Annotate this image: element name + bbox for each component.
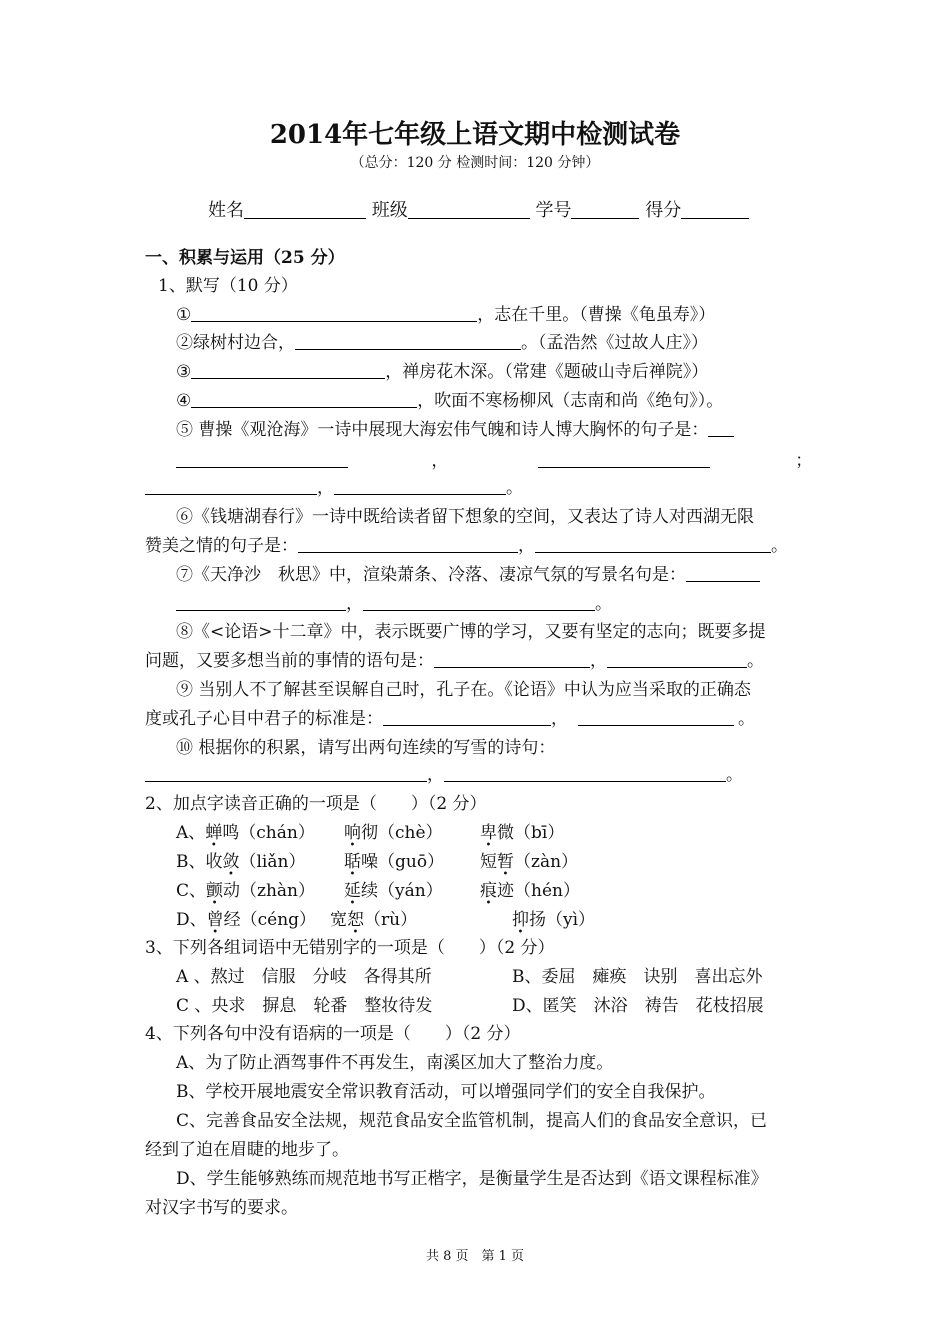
option-d-continued: 对汉字书写的要求。 [145, 1198, 298, 1218]
answer-blank[interactable] [434, 652, 590, 668]
answer-blank[interactable] [708, 421, 734, 437]
dictation-line-10-answers: ， 。 [145, 765, 743, 785]
question-3-heading: 3、下列各组词语中无错别字的一项是（ ）（2 分） [145, 938, 555, 958]
dictation-line-7: ⑦《天净沙 秋思》中，渲染萧条、冷落、凄凉气氛的写景名句是： [176, 565, 760, 585]
name-label: 姓名 [208, 200, 244, 221]
dictation-line-5-answers: ， ； [176, 451, 804, 471]
option-d[interactable]: D、曾经（céng） 宽恕（rù） 抑扬（yì） [176, 910, 596, 930]
option-b[interactable]: B、学校开展地震安全常识教育活动，可以增强同学们的安全自我保护。 [176, 1082, 716, 1102]
dictation-line-9b: 度或孔子心目中君子的标准是： ， 。 [145, 709, 755, 729]
answer-blank[interactable] [686, 566, 760, 582]
option-a[interactable]: A 、熬过 信服 分岐 各得其所 [176, 967, 432, 987]
exam-subtitle: （总分：120 分 检测时间：120 分钟） [350, 155, 600, 171]
answer-blank[interactable] [176, 595, 346, 611]
dictation-line-6b: 赞美之情的句子是： ， 。 [145, 536, 788, 556]
question-3-row-1 [176, 967, 763, 987]
number-label: 学号 [535, 200, 572, 221]
answer-blank[interactable] [578, 710, 734, 726]
answer-blank[interactable] [298, 537, 518, 553]
answer-blank[interactable] [176, 452, 348, 468]
dictation-line-5: ⑤ 曹操《观沧海》一诗中展现大海宏伟气魄和诗人博大胸怀的句子是： [176, 420, 734, 440]
dictation-line-9a: ⑨ 当别人不了解甚至误解自己时，孔子在。《论语》中认为应当采取的正确态 [176, 680, 751, 700]
option-d[interactable]: D、学生能够熟练而规范地书写正楷字，是衡量学生是否达到《语文课程标准》 [176, 1169, 768, 1189]
answer-blank[interactable] [191, 363, 385, 379]
answer-blank[interactable] [191, 392, 417, 408]
option-d[interactable]: D、匿笑 沐浴 祷告 花枝招展 [512, 996, 764, 1016]
dictation-line-5-answers-2: ， 。 [145, 478, 523, 498]
dictation-line-8a: ⑧《<论语>十二章》中，表示既要广博的学习，又要有坚定的志向；既要多提 [176, 622, 766, 642]
dictation-line-4: ④ ，吹面不寒杨柳风（志南和尚《绝句》）。 [176, 391, 724, 411]
score-field[interactable] [681, 200, 749, 219]
page-footer: 共 8 页 第 1 页 [425, 1249, 525, 1264]
class-field[interactable] [408, 200, 530, 219]
score-label: 得分 [645, 200, 682, 221]
question-4-heading: 4、下列各句中没有语病的一项是（ ）（2 分） [145, 1024, 521, 1044]
answer-blank[interactable] [535, 537, 771, 553]
dictation-line-1: ① ，志在千里。（曹操《龟虽寿》） [176, 305, 716, 325]
option-b[interactable]: B、委屈 瘫痪 诀别 喜出忘外 [512, 967, 763, 987]
answer-blank[interactable] [145, 479, 317, 495]
class-label: 班级 [371, 200, 408, 221]
option-c[interactable]: C、完善食品安全法规，规范食品安全监管机制，提高人们的食品安全意识，已 [176, 1111, 768, 1131]
answer-blank[interactable] [191, 306, 477, 322]
dictation-line-8b: 问题，又要多想当前的事情的语句是： ， 。 [145, 651, 764, 671]
dictation-line-3: ③ ，禅房花木深。（常建《题破山寺后禅院》） [176, 362, 709, 382]
dictation-line-10: ⑩ 根据你的积累，请写出两句连续的写雪的诗句： [176, 738, 556, 758]
answer-blank[interactable] [607, 652, 747, 668]
dictation-line-6a: ⑥《钱塘湖春行》一诗中既给读者留下想象的空间，又表达了诗人对西湖无限 [176, 507, 754, 527]
answer-blank[interactable] [383, 710, 551, 726]
option-a[interactable]: A、蝉鸣（chán） 响彻（chè） 卑微（bī） [176, 823, 565, 843]
student-info-row [208, 196, 749, 222]
option-a[interactable]: A、为了防止酒驾事件不再发生，南溪区加大了整治力度。 [176, 1053, 614, 1073]
section-heading: 一、积累与运用（25 分） [145, 248, 345, 268]
answer-blank[interactable] [538, 452, 710, 468]
question-2-heading: 2、加点字读音正确的一项是（ ）（2 分） [145, 794, 487, 814]
option-c-continued: 经到了迫在眉睫的地步了。 [145, 1140, 349, 1160]
option-c[interactable]: C 、央求 摒息 轮番 整妆待发 [176, 996, 433, 1016]
name-field[interactable] [244, 200, 366, 219]
answer-blank[interactable] [363, 595, 595, 611]
answer-blank[interactable] [145, 766, 427, 782]
question-1-heading: 1、默写（10 分） [158, 276, 298, 296]
answer-blank[interactable] [334, 479, 506, 495]
answer-blank[interactable] [295, 334, 521, 350]
option-b[interactable]: B、收敛（liǎn） 聒噪（guō） 短暂（zàn） [176, 852, 579, 872]
dictation-line-2: ②绿树村边合， 。（孟浩然《过故人庄》） [176, 333, 708, 353]
option-c[interactable]: C、颤动（zhàn） 延续（yán） 痕迹（hén） [176, 881, 580, 901]
page-title: 2014年七年级上语文期中检测试卷 [269, 120, 681, 150]
question-3-row-2 [176, 996, 764, 1016]
answer-blank[interactable] [444, 766, 726, 782]
dictation-line-7-answers: ， 。 [176, 594, 612, 614]
number-field[interactable] [571, 200, 639, 219]
